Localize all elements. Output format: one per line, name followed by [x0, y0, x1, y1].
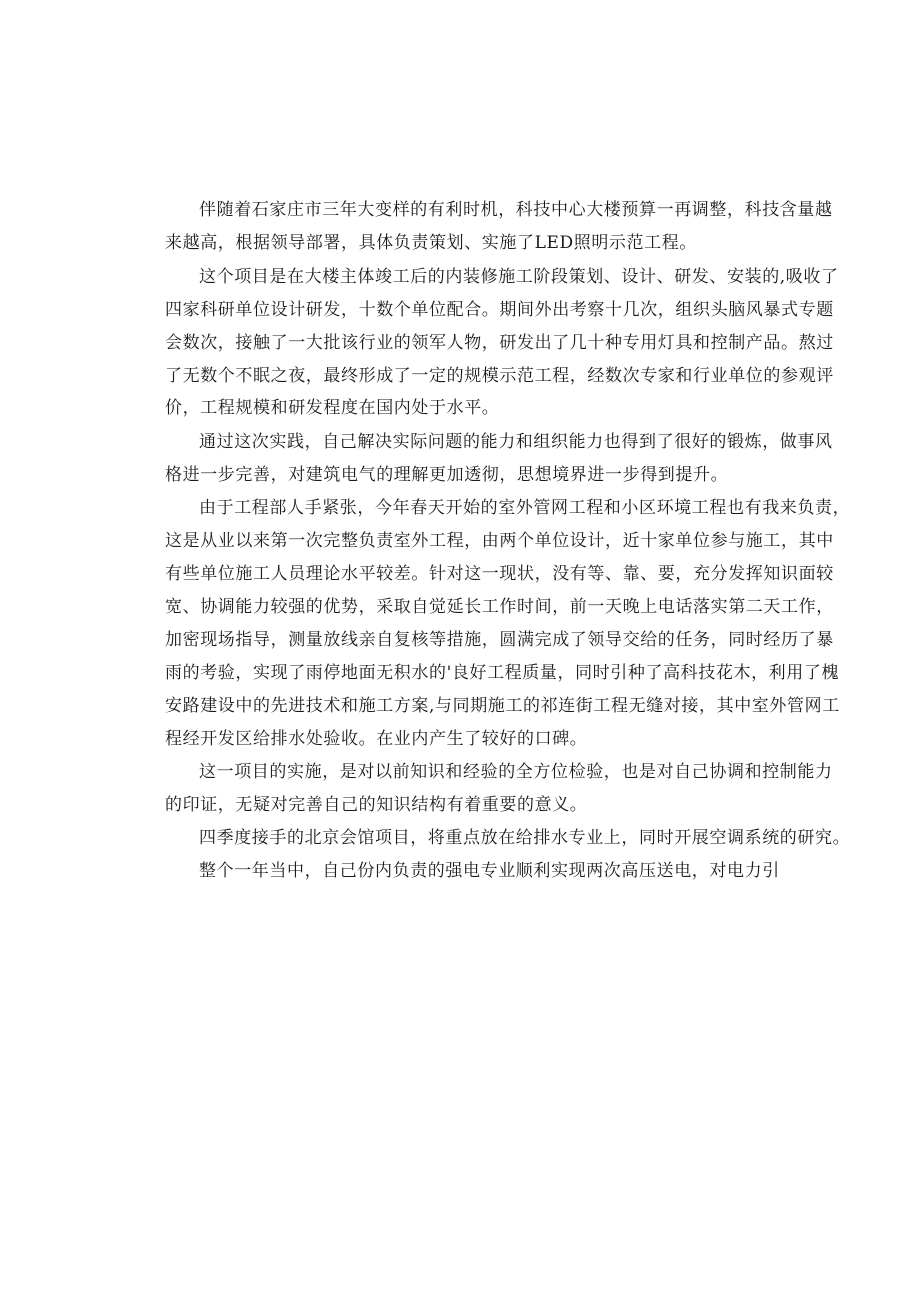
paragraph-5-line-2: 的印证，无疑对完善自己的知识结构有着重要的意义。: [165, 795, 588, 815]
paragraph-6-line-1: 四季度接手的北京会馆项目，将重点放在给排水专业上，同时开展空调系统的研究。: [199, 828, 851, 848]
paragraph-4-line-6: 雨的考验，实现了雨停地面无积水的'良好工程质量，同时引种了高科技花木，利用了槐: [165, 663, 840, 683]
paragraph-4-line-3: 有些单位施工人员理论水平较差。针对这一现状，没有等、靠、要，充分发挥知识面较: [165, 564, 834, 584]
paragraph-1-line-2: 来越高，根据领导部署，具体负责策划、实施了LED照明示范工程。: [165, 233, 697, 253]
paragraph-2-line-1: 这个项目是在大楼主体竣工后的内装修施工阶段策划、设计、研发、安装的,吸收了: [199, 267, 839, 287]
paragraph-4-line-1: 由于工程部人手紧张，今年春天开始的室外管网工程和小区环境工程也有我来负责，: [199, 498, 851, 518]
paragraph-4-line-4: 宽、协调能力较强的优势，采取自觉延长工作时间，前一天晚上电话落实第二天工作，: [165, 597, 834, 617]
paragraph-4-line-2: 这是从业以来第一次完整负责室外工程，由两个单位设计，近十家单位参与施工，其中: [165, 531, 834, 551]
paragraph-3-line-1: 通过这次实践，自己解决实际问题的能力和组织能力也得到了很好的锻炼，做事风: [199, 432, 833, 452]
paragraph-2-line-3: 会数次，接触了一大批该行业的领军人物，研发出了几十种专用灯具和控制产品。熬过: [165, 333, 834, 353]
paragraph-2-line-4: 了无数个不眠之夜，最终形成了一定的规模示范工程，经数次专家和行业单位的参观评: [165, 366, 834, 386]
paragraph-4-line-7: 安路建设中的先进技术和施工方案,与同期施工的祁连街工程无缝对接，其中室外管网工: [165, 696, 840, 716]
paragraph-2-line-2: 四家科研单位设计研发，十数个单位配合。期间外出考察十几次，组织头脑风暴式专题: [165, 300, 834, 320]
paragraph-1-line-1: 伴随着石家庄市三年大变样的有利时机，科技中心大楼预算一再调整，科技含量越: [199, 200, 833, 220]
paragraph-5-line-1: 这一项目的实施，是对以前知识和经验的全方位检验，也是对自己协调和控制能力: [199, 762, 833, 782]
paragraph-4-line-5: 加密现场指导，测量放线亲自复核等措施，圆满完成了领导交给的任务，同时经历了暴: [165, 630, 834, 650]
paragraph-2-line-5: 价，工程规模和研发程度在国内处于水平。: [165, 398, 500, 418]
paragraph-7-line-1: 整个一年当中，自己份内负责的强电专业顺利实现两次高压送电，对电力引: [199, 861, 780, 881]
paragraph-4-line-8: 程经开发区给排水处验收。在业内产生了较好的口碑。: [165, 729, 588, 749]
paragraph-3-line-2: 格进一步完善，对建筑电气的理解更加透彻，思想境界进一步得到提升。: [165, 465, 729, 485]
